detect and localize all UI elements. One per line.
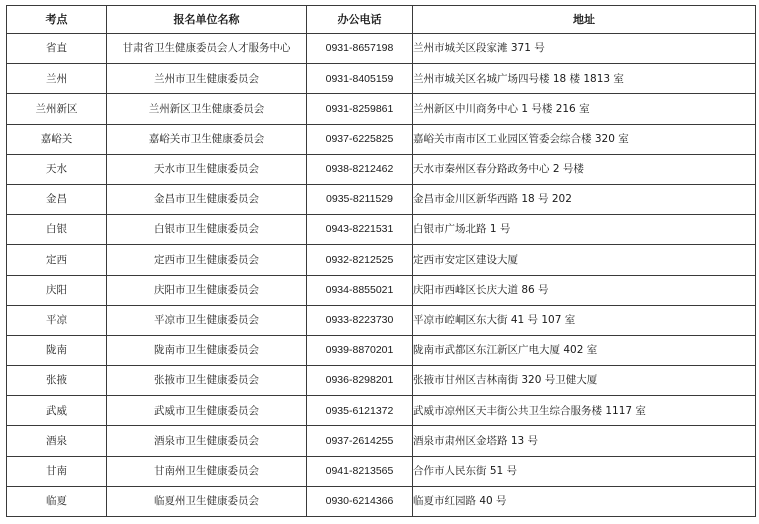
cell-address: 庆阳市西峰区长庆大道 86 号 [413, 275, 756, 305]
cell-site: 平凉 [7, 305, 107, 335]
header-unit: 报名单位名称 [107, 6, 307, 34]
cell-phone: 0931-8657198 [307, 34, 413, 64]
cell-site: 陇南 [7, 335, 107, 365]
table-row [7, 64, 756, 94]
table-row [7, 124, 756, 154]
cell-site: 金昌 [7, 184, 107, 214]
cell-site: 省直 [7, 34, 107, 64]
cell-unit: 临夏州卫生健康委员会 [107, 486, 307, 516]
cell-phone: 0931-8259861 [307, 94, 413, 124]
cell-phone: 0941-8213565 [307, 456, 413, 486]
table-row [7, 215, 756, 245]
header-row [7, 6, 756, 34]
cell-address: 兰州市城关区段家滩 371 号 [413, 34, 756, 64]
cell-phone: 0934-8855021 [307, 275, 413, 305]
table-body [7, 34, 756, 517]
cell-address: 合作市人民东街 51 号 [413, 456, 756, 486]
table-row [7, 34, 756, 64]
header-address: 地址 [413, 6, 756, 34]
cell-unit: 酒泉市卫生健康委员会 [107, 426, 307, 456]
cell-address: 兰州市城关区名城广场四号楼 18 楼 1813 室 [413, 64, 756, 94]
table-row [7, 305, 756, 335]
cell-unit: 定西市卫生健康委员会 [107, 245, 307, 275]
cell-address: 天水市秦州区春分路政务中心 2 号楼 [413, 154, 756, 184]
cell-unit: 平凉市卫生健康委员会 [107, 305, 307, 335]
table-row [7, 426, 756, 456]
cell-address: 嘉峪关市南市区工业园区管委会综合楼 320 室 [413, 124, 756, 154]
exam-sites-table [6, 5, 756, 517]
cell-unit: 庆阳市卫生健康委员会 [107, 275, 307, 305]
cell-site: 嘉峪关 [7, 124, 107, 154]
cell-site: 天水 [7, 154, 107, 184]
cell-site: 白银 [7, 215, 107, 245]
cell-phone: 0937-6225825 [307, 124, 413, 154]
cell-unit: 天水市卫生健康委员会 [107, 154, 307, 184]
cell-unit: 甘南州卫生健康委员会 [107, 456, 307, 486]
cell-phone: 0937-2614255 [307, 426, 413, 456]
cell-address: 兰州新区中川商务中心 1 号楼 216 室 [413, 94, 756, 124]
cell-unit: 金昌市卫生健康委员会 [107, 184, 307, 214]
cell-site: 庆阳 [7, 275, 107, 305]
cell-unit: 甘肃省卫生健康委员会人才服务中心 [107, 34, 307, 64]
cell-site: 甘南 [7, 456, 107, 486]
table-row [7, 335, 756, 365]
cell-phone: 0932-8212525 [307, 245, 413, 275]
cell-unit: 陇南市卫生健康委员会 [107, 335, 307, 365]
table-row [7, 245, 756, 275]
cell-address: 金昌市金川区新华西路 18 号 202 [413, 184, 756, 214]
cell-unit: 兰州市卫生健康委员会 [107, 64, 307, 94]
cell-address: 武威市凉州区天丰街公共卫生综合服务楼 1117 室 [413, 396, 756, 426]
cell-address: 平凉市崆峒区东大街 41 号 107 室 [413, 305, 756, 335]
table-row [7, 366, 756, 396]
cell-site: 张掖 [7, 366, 107, 396]
table-row [7, 94, 756, 124]
cell-unit: 兰州新区卫生健康委员会 [107, 94, 307, 124]
table-row [7, 396, 756, 426]
cell-unit: 嘉峪关市卫生健康委员会 [107, 124, 307, 154]
cell-address: 酒泉市肃州区金塔路 13 号 [413, 426, 756, 456]
cell-phone: 0939-8870201 [307, 335, 413, 365]
cell-site: 兰州新区 [7, 94, 107, 124]
header-phone: 办公电话 [307, 6, 413, 34]
table-row [7, 184, 756, 214]
cell-phone: 0933-8223730 [307, 305, 413, 335]
cell-phone: 0938-8212462 [307, 154, 413, 184]
cell-address: 定西市安定区建设大厦 [413, 245, 756, 275]
cell-phone: 0930-6214366 [307, 486, 413, 516]
table-row [7, 275, 756, 305]
cell-address: 陇南市武都区东江新区广电大厦 402 室 [413, 335, 756, 365]
cell-unit: 白银市卫生健康委员会 [107, 215, 307, 245]
cell-phone: 0935-8211529 [307, 184, 413, 214]
cell-unit: 武威市卫生健康委员会 [107, 396, 307, 426]
cell-site: 定西 [7, 245, 107, 275]
cell-site: 兰州 [7, 64, 107, 94]
cell-address: 白银市广场北路 1 号 [413, 215, 756, 245]
cell-site: 酒泉 [7, 426, 107, 456]
cell-address: 临夏市红园路 40 号 [413, 486, 756, 516]
table-row [7, 154, 756, 184]
cell-phone: 0931-8405159 [307, 64, 413, 94]
cell-site: 武威 [7, 396, 107, 426]
cell-phone: 0943-8221531 [307, 215, 413, 245]
table-row [7, 486, 756, 516]
cell-address: 张掖市甘州区吉林南街 320 号卫健大厦 [413, 366, 756, 396]
cell-unit: 张掖市卫生健康委员会 [107, 366, 307, 396]
cell-site: 临夏 [7, 486, 107, 516]
cell-phone: 0936-8298201 [307, 366, 413, 396]
cell-phone: 0935-6121372 [307, 396, 413, 426]
table-row [7, 456, 756, 486]
header-site: 考点 [7, 6, 107, 34]
